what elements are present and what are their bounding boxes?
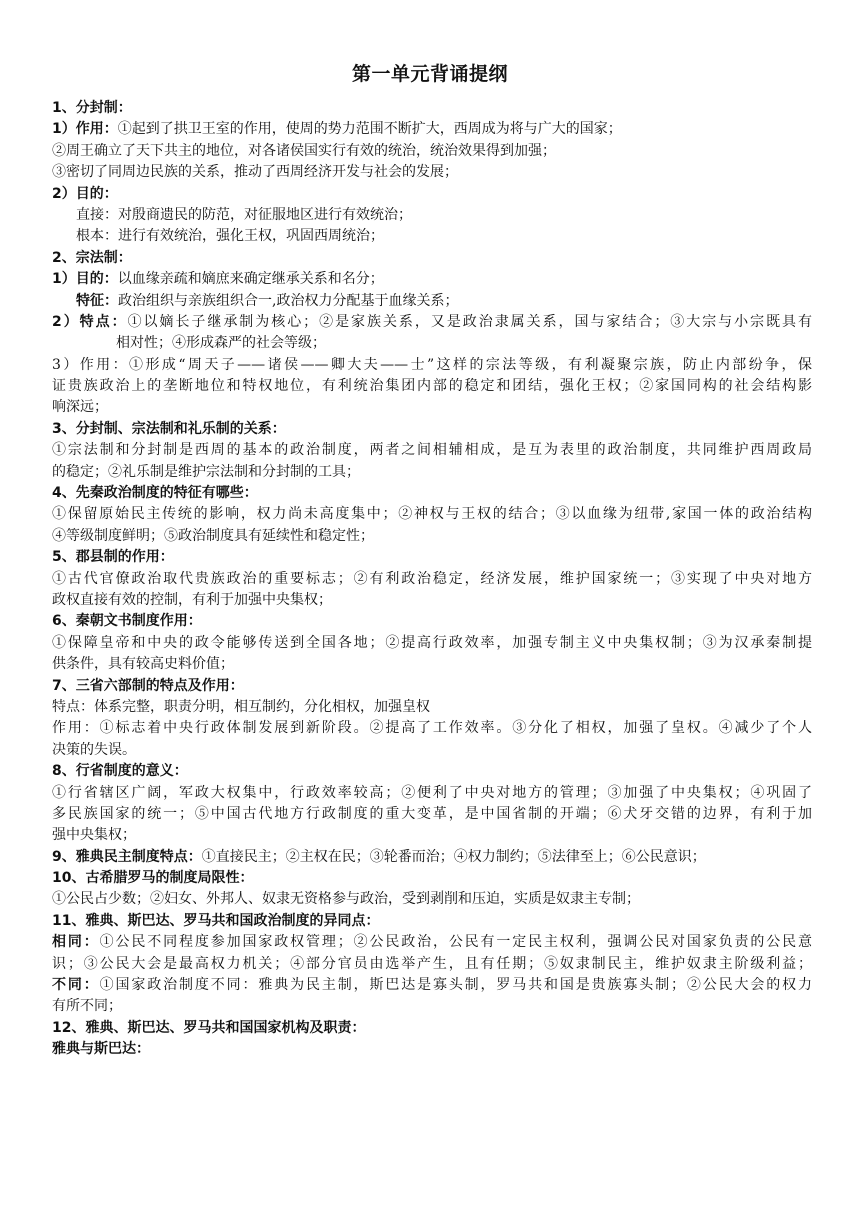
section-11-same-text: ①公民不同程度参加国家政权管理；②公民政治，公民有一定民主权利，强调公民对国家负责的公民意 bbox=[99, 934, 812, 951]
section-2-traits-text: ①以嫡长子继承制为核心；②是家族关系，又是政治隶属关系，国与家结合；③大宗与小宗既具有 bbox=[127, 313, 812, 330]
page-title: 第一单元背诵提纲 bbox=[351, 63, 508, 85]
section-7-heading: 7、三省六部制的特点及作用： bbox=[52, 677, 244, 694]
section-6-heading: 6、秦朝文书制度作用： bbox=[52, 613, 202, 630]
section-1-effect-line bbox=[52, 119, 812, 140]
section-9-text: ①直接民主；②主权在民；③轮番而治；④权力制约；⑤法律至上；⑥公民意识； bbox=[201, 848, 706, 865]
section-10-line-1: ①公民占少数；②妇女、外邦人、奴隶无资格参与政治，受到剥削和压迫，实质是奴隶主专制； bbox=[52, 891, 640, 908]
section-4-line-2: ④等级制度鲜明；⑤政治制度具有延续性和稳定性； bbox=[52, 527, 374, 544]
section-2-traits-label: 2）特点： bbox=[52, 313, 128, 330]
section-9-line bbox=[52, 847, 812, 868]
section-1-heading: 1、分封制： bbox=[52, 100, 132, 116]
section-10-heading: 10、古希腊罗马的制度局限性： bbox=[52, 870, 254, 887]
section-2-heading: 2、宗法制： bbox=[52, 249, 132, 266]
section-3-line-1: ①宗法制和分封制是西周的基本的政治制度，两者之间相辅相成，是互为表里的政治制度，共同维护西周政局 bbox=[52, 442, 812, 459]
section-3-heading: 3、分封制、宗法制和礼乐制的关系： bbox=[52, 420, 286, 437]
section-8-heading: 8、行省制度的意义： bbox=[52, 763, 188, 780]
section-2-purpose-line bbox=[52, 269, 812, 290]
section-1-effect-line-2: ②周王确立了天下共主的地位，对各诸侯国实行有效的统治，统治效果得到加强； bbox=[52, 142, 556, 159]
document-body bbox=[52, 98, 812, 1061]
section-9-heading: 9、雅典民主制度特点： bbox=[52, 848, 202, 865]
section-11-diff-line-2: 有所不同； bbox=[52, 998, 122, 1015]
section-1-purpose-label: 2）目的： bbox=[52, 185, 118, 202]
section-8-line-1: ①行省辖区广阔，军政大权集中，行政效率较高；②便利了中央对地方的管理；③加强了中央集权；④巩固了 bbox=[52, 784, 812, 801]
section-1-effect-line-3: ③密切了同周边民族的关系，推动了西周经济开发与社会的发展； bbox=[52, 164, 458, 181]
section-11-diff-line-1 bbox=[52, 975, 812, 996]
section-2-purpose-text: 以血缘亲疏和嫡庶来确定继承关系和名分； bbox=[117, 271, 384, 288]
section-5-line-1: ①古代官僚政治取代贵族政治的重要标志；②有利政治稳定，经济发展，维护国家统一；③实现了中央对地方 bbox=[52, 570, 812, 587]
section-8-line-3: 强中央集权； bbox=[52, 827, 136, 844]
section-2-purpose-label: 1）目的： bbox=[52, 271, 118, 288]
section-2-traits-line bbox=[52, 312, 812, 333]
section-2-effect-line-2: 证贵族政治上的垄断地位和特权地位，有利统治集团内部的稳定和团结，强化王权；②家国同构的社会结构影 bbox=[52, 378, 812, 395]
section-7-effect-line-1: 作用：①标志着中央行政体制发展到新阶段。②提高了工作效率。③分化了相权，加强了皇权。④减少了个人 bbox=[52, 720, 812, 737]
section-7-feature: 特点：体系完整，职责分明，相互制约，分化相权，加强皇权 bbox=[52, 698, 430, 715]
section-12-subheading: 雅典与斯巴达： bbox=[52, 1041, 150, 1058]
section-2-traits-line-2: 相对性；④形成森严的社会等级； bbox=[116, 335, 326, 352]
section-8-line-2: 多民族国家的统一；⑤中国古代地方行政制度的重大变革，是中国省制的开端；⑥犬牙交错的边界，有利于加 bbox=[52, 805, 812, 822]
section-4-line-1: ①保留原始民主传统的影响，权力尚未高度集中；②神权与王权的结合；③以血缘为纽带,家国一体的政治结构 bbox=[52, 506, 812, 523]
section-3-line-2: 的稳定；②礼乐制是维护宗法制和分封制的工具； bbox=[52, 463, 360, 480]
section-2-effect-line-1: 3）作用：①形成“周天子——诸侯——卿大夫——士”这样的宗法等级，有利凝聚宗族，防止内部纷争，保 bbox=[52, 356, 812, 373]
section-2-feature-label: 特征： bbox=[76, 292, 118, 309]
section-11-heading: 11、雅典、斯巴达、罗马共和国政治制度的异同点： bbox=[52, 912, 380, 929]
section-7-effect-line-2: 决策的失误。 bbox=[52, 741, 136, 758]
section-6-line-1: ①保障皇帝和中央的政令能够传送到全国各地；②提高行政效率，加强专制主义中央集权制；③为汉承秦制提 bbox=[52, 634, 812, 651]
section-11-same-label: 相同： bbox=[52, 934, 100, 951]
section-11-diff-text: ①国家政治制度不同：雅典为民主制，斯巴达是寡头制，罗马共和国是贵族寡头制；②公民大会的权力 bbox=[99, 977, 812, 994]
section-2-feature-line bbox=[52, 291, 812, 312]
section-6-line-2: 供条件，具有较高史料价值； bbox=[52, 656, 234, 673]
section-12-heading: 12、雅典、斯巴达、罗马共和国国家机构及职责： bbox=[52, 1019, 366, 1036]
section-5-line-2: 政权直接有效的控制，有利于加强中央集权； bbox=[52, 591, 332, 608]
section-2-effect-line-3: 响深远； bbox=[52, 399, 108, 416]
section-1-effect-text: ①起到了拱卫王室的作用，使周的势力范围不断扩大，西周成为将与广大的国家； bbox=[117, 121, 622, 138]
section-11-diff-label: 不同： bbox=[52, 977, 100, 994]
section-5-heading: 5、郡县制的作用： bbox=[52, 549, 174, 566]
section-11-same-line-2: 识；③公民大会是最高权力机关；④部分官员由选举产生，且有任期；⑤奴隶制民主，维护奴隶主阶级利益； bbox=[52, 955, 812, 972]
section-1-purpose-direct: 直接：对殷商遗民的防范，对征服地区进行有效统治； bbox=[76, 206, 412, 223]
section-11-same-line-1 bbox=[52, 932, 812, 953]
section-1-effect-label: 1）作用： bbox=[52, 121, 118, 138]
section-1-purpose-root: 根本：进行有效统治，强化王权，巩固西周统治； bbox=[76, 228, 384, 245]
section-4-heading: 4、先秦政治制度的特征有哪些： bbox=[52, 485, 258, 502]
section-2-feature-text: 政治组织与亲族组织合一,政治权力分配基于血缘关系； bbox=[118, 292, 459, 309]
